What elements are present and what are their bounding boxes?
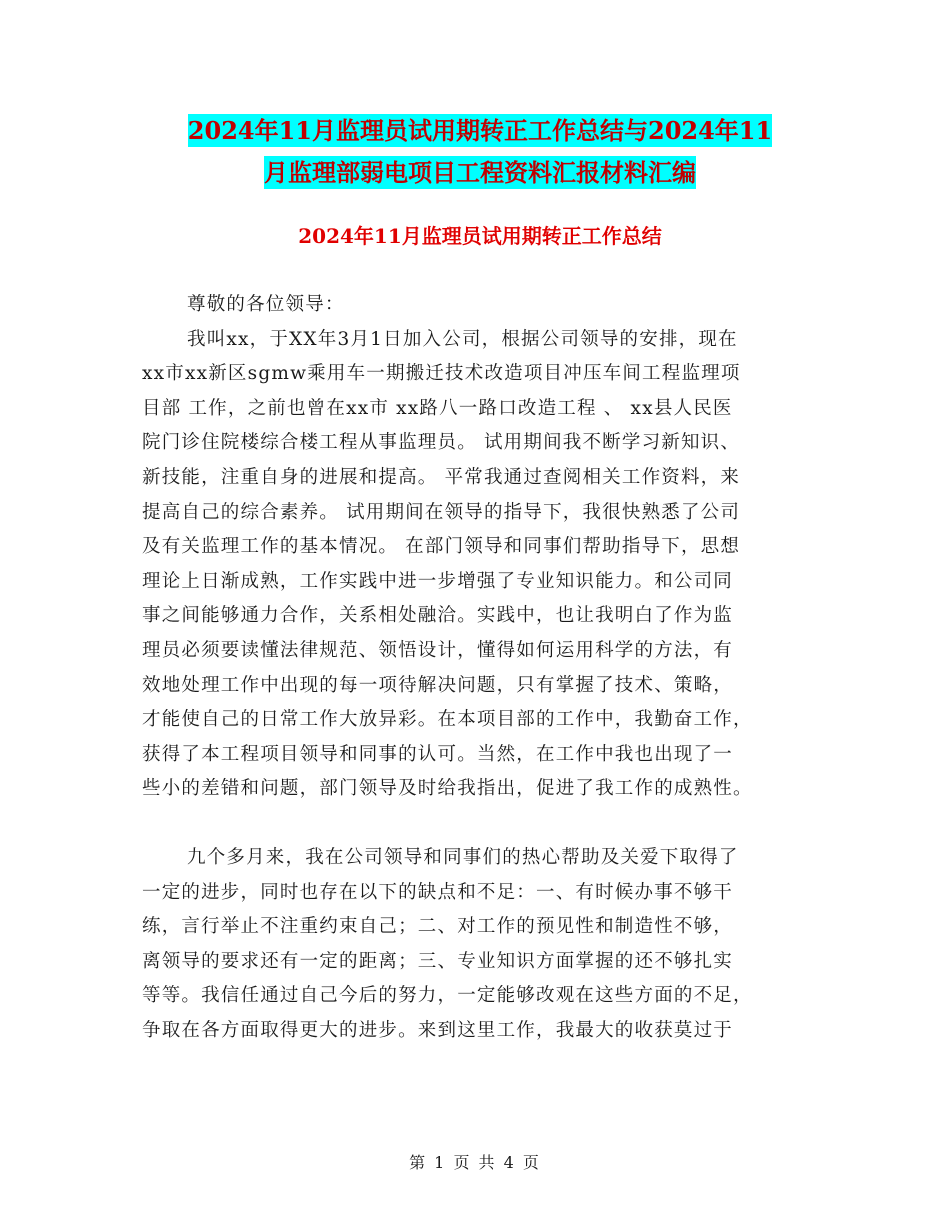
paragraph-gap xyxy=(142,807,810,841)
section-title: 2024年11月监理员试用期转正工作总结 xyxy=(298,224,662,248)
paragraph-1-line: 理论上日渐成熟，工作实践中进一步增强了专业知识能力。和公司同 xyxy=(142,570,734,592)
paragraph-1-line: 获得了本工程项目领导和同事的认可。当然，在工作中我也出现了一 xyxy=(142,743,734,765)
paragraph-2-line: 一定的进步，同时也存在以下的缺点和不足：一、有时候办事不够干 xyxy=(142,881,734,903)
paragraph-1-line: 些小的差错和问题，部门领导及时给我指出，促进了我工作的成熟性。 xyxy=(142,778,753,800)
page-footer: 第 1 页 共 4 页 xyxy=(409,1153,541,1172)
greeting: 尊敬的各位领导： xyxy=(187,294,345,315)
document-title xyxy=(140,110,820,194)
document-body xyxy=(142,288,810,1048)
document-title-line-2: 月监理部弱电项目工程资料汇报材料汇编 xyxy=(264,158,696,187)
paragraph-2-line: 离领导的要求还有一定的距离；三、专业知识方面掌握的还不够扎实 xyxy=(142,950,734,972)
paragraph-2-line: 九个多月来，我在公司领导和同事们的热心帮助及关爱下取得了 xyxy=(187,846,739,868)
paragraph-2-line: 争取在各方面取得更大的进步。来到这里工作，我最大的收获莫过于 xyxy=(142,1019,734,1041)
paragraph-2-line: 练，言行举止不注重约束自己；二、对工作的预见性和制造性不够， xyxy=(142,916,734,938)
document-title-line-1: 2024年11月监理员试用期转正工作总结与2024年11 xyxy=(187,116,773,145)
paragraph-1-line: 事之间能够通力合作，关系相处融洽。实践中，也让我明白了作为监 xyxy=(142,605,734,627)
paragraph-1-line: 理员必须要读懂法律规范、领悟设计，懂得如何运用科学的方法，有 xyxy=(142,639,734,661)
paragraph-1-line: 新技能，注重自身的进展和提高。 平常我通过查阅相关工作资料，来 xyxy=(142,466,741,488)
paragraph-1-line: 我叫xx，于XX年3月1日加入公司，根据公司领导的安排，现在 xyxy=(187,328,738,350)
paragraph-1-line: 效地处理工作中出现的每一项待解决问题，只有掌握了技术、策略， xyxy=(142,674,734,696)
paragraph-1 xyxy=(142,323,810,807)
paragraph-1-line: xx市xx新区sgmw乘用车一期搬迁技术改造项目冲压车间工程监理项 xyxy=(142,363,741,385)
paragraph-1-line: 才能使自己的日常工作大放异彩。在本项目部的工作中，我勤奋工作， xyxy=(142,709,753,731)
paragraph-2-line: 等等。我信任通过自己今后的努力，一定能够改观在这些方面的不足， xyxy=(142,985,753,1007)
paragraph-2 xyxy=(142,841,810,1049)
paragraph-1-line: 及有关监理工作的基本情况。 在部门领导和同事们帮助指导下，思想 xyxy=(142,536,741,558)
paragraph-1-line: 目部 工作，之前也曾在xx市 xx路八一路口改造工程 、 xx县人民医 xyxy=(142,397,733,419)
paragraph-1-line: 院门诊住院楼综合楼工程从事监理员。 试用期间我不断学习新知识、 xyxy=(142,432,741,454)
paragraph-1-line: 提高自己的综合素养。 试用期间在领导的指导下，我很快熟悉了公司 xyxy=(142,501,741,523)
